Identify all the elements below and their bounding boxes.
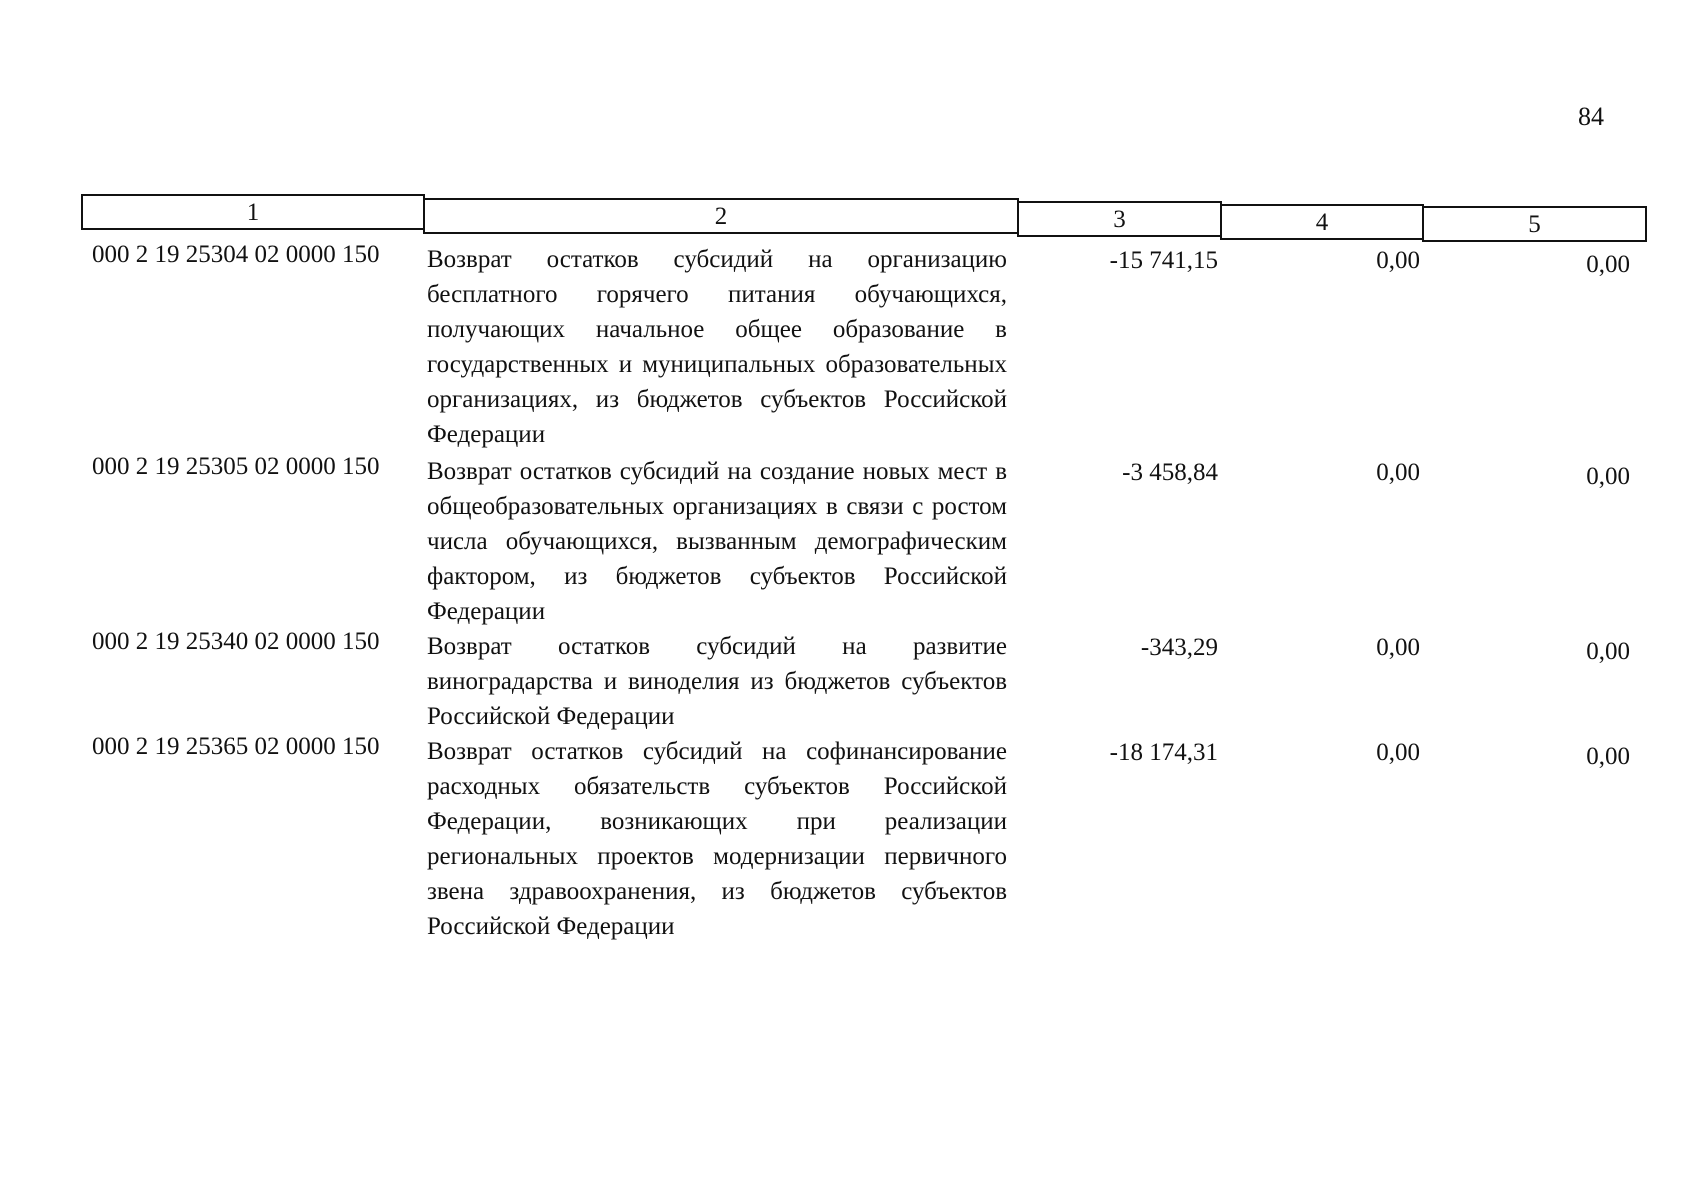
value-col-3: -3 458,84 [1122, 459, 1218, 486]
page-number: 84 [1578, 102, 1604, 131]
budget-code: 000 2 19 25304 02 0000 150 [92, 241, 380, 268]
row-description: Возврат остатков субсидий на развитие виноградарства и виноделия из бюджетов субъектов Российской Федерации [427, 633, 1007, 730]
header-col-4: 4 [1220, 204, 1424, 240]
table-header [81, 194, 1647, 240]
value-col-4: 0,00 [1376, 247, 1420, 274]
value-col-3: -15 741,15 [1109, 247, 1218, 274]
value-col-4: 0,00 [1376, 459, 1420, 486]
header-col-2: 2 [423, 198, 1019, 234]
value-col-3: -18 174,31 [1109, 739, 1218, 766]
row-description: Возврат остатков субсидий на софинансирование расходных обязательств субъектов Российской Федерации, возникающих при реализации региональных проектов модернизации первичного звена здравоохранения, из бюджетов субъектов Российской Федерации [427, 738, 1007, 940]
value-col-5: 0,00 [1586, 463, 1630, 490]
row-description: Возврат остатков субсидий на организацию бесплатного горячего питания обучающихся, получающих начальное общее образование в государственных и муниципальных образовательных организациях, из бюджетов субъектов Российской Федерации [427, 246, 1007, 448]
budget-code: 000 2 19 25365 02 0000 150 [92, 733, 380, 760]
value-col-5: 0,00 [1586, 743, 1630, 770]
value-col-5: 0,00 [1586, 638, 1630, 665]
header-col-5: 5 [1422, 206, 1647, 242]
budget-code: 000 2 19 25340 02 0000 150 [92, 628, 380, 655]
value-col-4: 0,00 [1376, 634, 1420, 661]
row-description: Возврат остатков субсидий на создание новых мест в общеобразовательных организациях в связи с ростом числа обучающихся, вызванным демографическим фактором, из бюджетов субъектов Российской Федерации [427, 458, 1007, 625]
value-col-5: 0,00 [1586, 251, 1630, 278]
header-col-1: 1 [81, 194, 425, 230]
header-col-3: 3 [1017, 201, 1222, 237]
budget-code: 000 2 19 25305 02 0000 150 [92, 453, 380, 480]
value-col-3: -343,29 [1140, 634, 1218, 661]
value-col-4: 0,00 [1376, 739, 1420, 766]
